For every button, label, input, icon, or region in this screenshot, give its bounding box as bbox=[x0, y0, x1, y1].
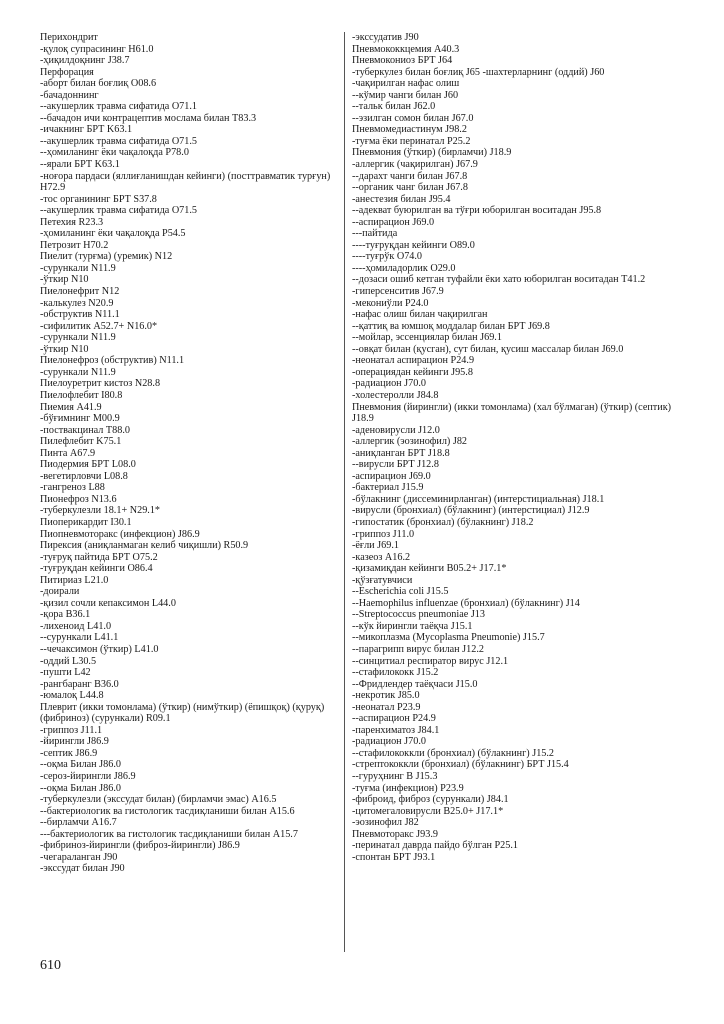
index-entry: --микоплазма (Mycoplasma Pneumonie) J15.7 bbox=[352, 632, 545, 644]
index-entry: --ярали БРТ K63.1 bbox=[40, 159, 120, 171]
index-entry: -доирали bbox=[40, 586, 80, 598]
index-entry: -операциядан кейинги J95.8 bbox=[352, 366, 473, 378]
index-entry: Пиодермия БРТ L08.0 bbox=[40, 459, 136, 471]
index-entry: -қизамиқдан кейинги B05.2+ J17.1* bbox=[352, 563, 507, 575]
index-entry: -тос органининг БРТ S37.8 bbox=[40, 193, 157, 205]
index-entry: --дарахт чанги билан J67.8 bbox=[352, 170, 468, 182]
index-entry: --бактериологик ва гистологик тасдиқланиши билан A15.6 bbox=[40, 805, 295, 817]
index-entry: Пневмококкцемия A40.3 bbox=[352, 43, 460, 55]
index-entry: -ўткир N10 bbox=[40, 274, 89, 286]
index-entry: -фибриноз-йирингли (фиброз-йирингли) J86.9 bbox=[40, 840, 240, 852]
index-entry: -қўзғатувчиси bbox=[352, 574, 413, 586]
index-entry: -туғма (инфекцион) P23.9 bbox=[352, 782, 464, 794]
index-entry: -қулоқ супрасининг H61.0 bbox=[40, 43, 154, 55]
index-entry: -холестеролли J84.8 bbox=[352, 389, 439, 401]
index-entry: -поствакцинал T88.0 bbox=[40, 424, 130, 436]
index-entry: Пиоперикардит I30.1 bbox=[40, 516, 132, 528]
index-entry: --дозаси ошиб кетган туфайли ёки хато юборилган воситадан T41.2 bbox=[352, 274, 646, 286]
index-entry: -сероз-йирингли J86.9 bbox=[40, 771, 136, 782]
index-entry: -сурункали N11.9 bbox=[40, 366, 116, 378]
index-entry: Перфорация bbox=[40, 66, 94, 78]
left-column bbox=[40, 32, 352, 875]
index-entry: -неонатал аспирацион P24.9 bbox=[352, 355, 475, 367]
index-entry: -септик J86.9 bbox=[40, 747, 98, 759]
index-entry: -казеоз A16.2 bbox=[352, 551, 411, 563]
index-entry: Пневмоторакс J93.9 bbox=[352, 828, 438, 840]
index-entry: -юмалоқ L44.8 bbox=[40, 690, 104, 702]
index-entry: --овқат билан (қусган), сут билан, қусиш массалар билан J69.0 bbox=[352, 343, 624, 355]
index-entry: ----туғрўк O74.0 bbox=[352, 251, 423, 263]
index-entry: --чечаксимон (ўткир) L41.0 bbox=[40, 643, 159, 655]
index-entry: --акушерлик травма сифатида O71.5 bbox=[40, 205, 198, 217]
index-entry: -туғруқ пайтида БРТ O75.2 bbox=[40, 551, 158, 563]
index-entry: --адекват буюрилган ва тўғри юборилган воситадан J95.8 bbox=[352, 205, 602, 217]
index-entry: -қизил сочли кепаксимон L44.0 bbox=[40, 597, 176, 609]
index-entry: Пиелофлебит I80.8 bbox=[40, 389, 123, 401]
index-entry: --Escherichia coli J15.5 bbox=[352, 586, 449, 598]
index-entry: -вегетирловчи L08.8 bbox=[40, 470, 128, 482]
index-entry: -экссудатив J90 bbox=[352, 32, 419, 43]
index-entry: --аспирацион J69.0 bbox=[352, 216, 435, 228]
index-entry: Плеврит (икки томонлама) (ўткир) (нимўткир) (ёпишқоқ) (қуруқ) (фибриноз) (сурункали) R09.1 bbox=[40, 701, 325, 725]
index-entry: --вирусли БРТ J12.8 bbox=[352, 459, 439, 471]
index-entry: Пневмокониоз БРТ J64 bbox=[352, 55, 453, 67]
index-entry: -ўткир N10 bbox=[40, 343, 89, 355]
index-entry: -аспирацион J69.0 bbox=[352, 470, 431, 482]
index-entry: --кўмир чанги билан J60 bbox=[352, 89, 459, 101]
index-entry: Пиелит (турғма) (уремик) N12 bbox=[40, 251, 173, 263]
index-entry: -туберкулез билан боғлиқ J65 -шахтерларнинг (оддий) J60 bbox=[352, 66, 605, 78]
index-entry: -нафас олиш билан чақирилган bbox=[352, 309, 488, 321]
index-entry: -сурункали N11.9 bbox=[40, 332, 116, 344]
index-entry: Пинта A67.9 bbox=[40, 447, 96, 459]
index-entry: --акушерлик травма сифатида O71.1 bbox=[40, 101, 198, 113]
index-entry: ---бактериологик ва гистологик тасдиқланиши билан A15.7 bbox=[40, 828, 298, 840]
index-entry: -чақирилган нафас олиш bbox=[352, 78, 460, 90]
index-entry: --бачадон ичи контрацептив мослама билан T83.3 bbox=[40, 112, 257, 124]
index-entry: -экссудат билан J90 bbox=[40, 863, 125, 875]
index-entry: Перихондрит bbox=[40, 32, 98, 43]
index-entry: -қора B36.1 bbox=[40, 609, 91, 621]
index-entry: --Haemophilus influenzae (бронхиал) (бўлакнинг) J14 bbox=[352, 597, 580, 609]
index-entry: --стафилококк J15.2 bbox=[352, 667, 439, 679]
page-number: 610 bbox=[40, 958, 61, 973]
column-divider bbox=[344, 32, 345, 952]
index-entry: -туғруқдан кейинги O86.4 bbox=[40, 563, 153, 575]
index-entry: -аборт билан боғлиқ O08.6 bbox=[40, 78, 157, 90]
index-entry: -туберкулезли (экссудат билан) (бирламчи эмас) A16.5 bbox=[40, 794, 277, 806]
index-entry: -туғма ёки перинатал P25.2 bbox=[352, 135, 471, 147]
index-entry: -аниқланган БРТ J18.8 bbox=[352, 447, 450, 459]
index-entry: -калькулез N20.9 bbox=[40, 297, 114, 309]
index-entry: --аспирацион P24.9 bbox=[352, 713, 436, 725]
index-entry: Пневмония (йирингли) (икки томонлама) (хал бўлмаган) (ўткир) (септик) J18.9 bbox=[352, 401, 672, 425]
index-entry: -лихеноид L41.0 bbox=[40, 620, 112, 632]
index-entry: -чегараланган J90 bbox=[40, 851, 118, 863]
index-entry: -обструктив N11.1 bbox=[40, 309, 120, 321]
index-entry: --бирламчи A16.7 bbox=[40, 817, 117, 829]
index-entry: -оддий L30.5 bbox=[40, 655, 97, 667]
index-entry: -аденовирусли J12.0 bbox=[352, 424, 440, 436]
index-entry: -туберкулезли 18.1+ N29.1* bbox=[40, 505, 161, 517]
index-entry: -радиацион J70.0 bbox=[352, 736, 426, 748]
index-entry: Пилефлебит K75.1 bbox=[40, 436, 122, 448]
index-entry: --эзилган сомон билан J67.0 bbox=[352, 112, 474, 124]
index-entry: -бактериал J15.9 bbox=[352, 482, 424, 494]
index-entry: Пионефроз N13.6 bbox=[40, 493, 117, 505]
index-entry: -йирингли J86.9 bbox=[40, 736, 109, 748]
index-entry: Петехия R23.3 bbox=[40, 216, 104, 228]
right-column bbox=[352, 32, 677, 863]
index-entry: -фиброид, фиброз (сурункали) J84.1 bbox=[352, 794, 509, 806]
index-entry: -гипостатик (бронхиал) (бўлакнинг) J18.2 bbox=[352, 516, 534, 528]
index-entry: -гриппоз J11.0 bbox=[352, 528, 415, 540]
index-entry: -бачадоннинг bbox=[40, 89, 99, 101]
index-entry: --стафилококкли (бронхиал) (бўлакнинг) J15.2 bbox=[352, 747, 555, 759]
index-entry: -спонтан БРТ J93.1 bbox=[352, 851, 436, 863]
index-entry: --оқма Билан J86.0 bbox=[40, 782, 121, 794]
index-entry: -аллергик (чақирилган) J67.9 bbox=[352, 159, 478, 171]
index-entry: -стрептококкли (бронхиал) (бўлакнинг) БРТ J15.4 bbox=[352, 759, 569, 771]
index-entry: --гуруҳнинг B J15.3 bbox=[352, 771, 438, 782]
index-entry: -рангбаранг B36.0 bbox=[40, 678, 119, 690]
index-entry: -анестезия билан J95.4 bbox=[352, 193, 451, 205]
index-entry: -вирусли (бронхиал) (бўлакнинг) (интерстициал) J12.9 bbox=[352, 505, 590, 517]
index-entry: -эозинофил J82 bbox=[352, 817, 419, 829]
index-entry: --қаттиқ ва юмшоқ моддалар билан БРТ J69.8 bbox=[352, 320, 550, 332]
index-entry: Пирексия (аниқланмаган келиб чиқишли) R50.9 bbox=[40, 540, 249, 552]
index-entry: --оқма Билан J86.0 bbox=[40, 759, 121, 771]
index-entry: --Streptococcus pneumoniae J13 bbox=[352, 609, 485, 621]
index-entry: --акушерлик травма сифатида O71.5 bbox=[40, 135, 198, 147]
index-entry: --сурункали L41.1 bbox=[40, 632, 119, 644]
index-entry: -бўғимнинг M00.9 bbox=[40, 413, 120, 425]
index-entry: --Фридлендер таёқчаси J15.0 bbox=[352, 678, 478, 690]
index-entry: --парагрипп вирус билан J12.2 bbox=[352, 643, 484, 655]
index-entry: Пиелоуретрит кистоз N28.8 bbox=[40, 378, 161, 390]
index-entry: -неонатал P23.9 bbox=[352, 701, 421, 713]
index-entry: -сурункали N11.9 bbox=[40, 262, 116, 274]
index-entry: --ҳомиланинг ёки чақалоқда P78.0 bbox=[40, 147, 189, 159]
index-entry: Пиопневмоторакс (инфекцион) J86.9 bbox=[40, 528, 200, 540]
index-entry: ---пайтида bbox=[352, 228, 398, 240]
index-entry: -перинатал даврда пайдо бўлган P25.1 bbox=[352, 840, 518, 852]
index-entry: -гангреноз L88 bbox=[40, 482, 105, 494]
index-entry: Питириаз L21.0 bbox=[40, 574, 109, 586]
index-entry: ----туғруқдан кейинги O89.0 bbox=[352, 239, 475, 251]
index-entry: -паренхиматоз J84.1 bbox=[352, 724, 440, 736]
index-entry: --мойлар, эссенциялар билан J69.1 bbox=[352, 332, 502, 344]
index-entry: --синцитиал респиратор вирус J12.1 bbox=[352, 655, 509, 667]
index-entry: -радиацион J70.0 bbox=[352, 378, 426, 390]
index-entry: ----ҳомиладорлик O29.0 bbox=[352, 262, 456, 274]
index-entry: Пиемия A41.9 bbox=[40, 401, 102, 413]
index-entry: Пневмомедиастинум J98.2 bbox=[352, 124, 467, 136]
index-entry: --тальк билан J62.0 bbox=[352, 101, 436, 113]
index-entry: -ичакнинг БРТ K63.1 bbox=[40, 124, 133, 136]
index-entry: -бўлакнинг (диссеминирланган) (интерстициальная) J18.1 bbox=[352, 493, 605, 505]
index-entry: Пиелонефроз (обструктив) N11.1 bbox=[40, 355, 185, 367]
index-entry: -сифилитик A52.7+ N16.0* bbox=[40, 320, 158, 332]
index-entry: -гриппоз J11.1 bbox=[40, 724, 103, 736]
index-entry: -ёғли J69.1 bbox=[352, 540, 399, 552]
index-entry: Пневмония (ўткир) (бирламчи) J18.9 bbox=[352, 147, 512, 159]
index-entry: -мекониўли P24.0 bbox=[352, 297, 429, 309]
index-entry: Пиелонефрит N12 bbox=[40, 286, 120, 298]
index-entry: -гиперсенситив J67.9 bbox=[352, 286, 444, 298]
index-entry: -аллергик (эозинофил) J82 bbox=[352, 436, 468, 448]
index-entry: -ҳомиланинг ёки чақалоқда P54.5 bbox=[40, 228, 186, 240]
index-entry: -цитомегаловирусли B25.0+ J17.1* bbox=[352, 805, 504, 817]
index-entry: Петрозит H70.2 bbox=[40, 239, 109, 251]
index-entry: --кўк йирингли таёқча J15.1 bbox=[352, 620, 473, 632]
index-entry: -пушти L42 bbox=[40, 667, 91, 679]
index-entry: -ҳиқилдоқнинг J38.7 bbox=[40, 55, 130, 67]
index-entry: --органик чанг билан J67.8 bbox=[352, 182, 468, 194]
index-entry: -некротик J85.0 bbox=[352, 690, 420, 702]
index-entry: -ноғора пардаси (яллиғланишдан кейинги) (посттравматик турғун) H72.9 bbox=[40, 170, 331, 194]
